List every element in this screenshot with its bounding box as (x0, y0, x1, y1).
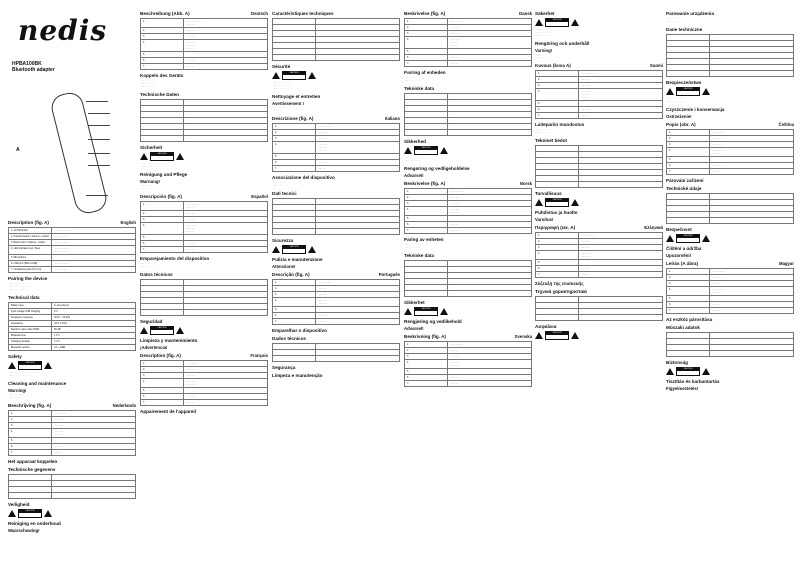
cleaning-heading-fi: Puhdistus ja huolto (535, 210, 578, 215)
warning-heading-en: Warning! (8, 388, 27, 393)
description-table-cs: 1. ················ 2. ··········· 3. ··········· 4. ············· ··········· 5. 6. ··········· 7. ·········· (666, 129, 794, 175)
description-table-fr: 1. ··············· 2. ··········· 3. ··········· 4. ············· ··········· 5. 6. ··········· 7. ·········· (140, 360, 268, 406)
description-table-nl: 1. ··············· 2. ··········· 3. ··········· 4. ············· ··········· 5. 6. ··········· 7. ·········· (8, 410, 136, 456)
column-4: Beskrivelse (fig. A) Dansk 1. ················ 2. ··········· 3. ··········· 4. ············· ··········· ········ 5. 6. ··········· 7. ·········· Parring af enheden – · · · · · · · – · · · · · · · · · Tekniske data · · · · · · · · · · · · · · Sikkerhed CAUTION – · · · · · · · · · · · · – · · · · · · · · · · Rengøring og vedligeholdelse Advarsel! Beskrivelse (fig. A) Norsk 1. ················ 2. ··········· 3. ··········· 4. ············· ··········· 5. 6. ··········· 7. ·········· Paring av enheten – · · · · · · · – · · · · · · · · · Tekniske data · · · · · · · · · · · · Sikkerhet CAUTION Rengjøring og vedlikehold Advarsel! Beskrivning (fig. A) Svenska 1. ················ 2. ··········· 3. ··········· 4. ············· ··········· 5. 6. ··········· 7. ·········· (404, 11, 532, 385)
warning-triangle-icon (440, 308, 448, 315)
warning-triangle-icon (571, 332, 579, 339)
description-table-no: 1. ················ 2. ··········· 3. ··········· 4. ············· ··········· 5. 6. ··········· 7. ·········· (404, 188, 532, 234)
warning-triangle-icon (176, 327, 184, 334)
description-table-el: 1. ················ 2. ··········· 3. ··········· 4. ············· ··········· 5. 6. ··········· 7. ·········· (535, 232, 663, 278)
description-heading-da: Beskrivelse (fig. A) Dansk (404, 11, 532, 16)
description-table-it: 1. ················ 2. ··········· 3. ··········· 4. ············· ··········· ········ 5. 6. ··········· 7. ·········· (272, 123, 400, 172)
tech-heading-cs: Technické údaje (666, 186, 702, 191)
safety-heading-hu: Biztonság (666, 360, 688, 365)
tech-table-es: · · · · · · · · · · · · (140, 279, 268, 316)
description-table-en: 1. On/Off button ······················· 2. Forward button / Volume + button ··················· 3. Back button / Volume - button ··················· 4. LED indicator (red / blue) ····················· ················· 5. Microphone 6. USB port (Micro-USB) ·················· 7. Headphone jack (3.5 mm) ················ (8, 227, 136, 273)
safety-heading-pl: Bezpieczeństwo (666, 80, 702, 85)
warning-triangle-icon (176, 153, 184, 160)
warning-triangle-icon (404, 147, 412, 154)
safety-heading-en: Safety (8, 354, 22, 359)
description-table-de: 1. ·················· ············ 2. ··········· 3. ··········· 4. ············· ··········· ········· 5. 6. ··········· 7. ·········· (140, 18, 268, 70)
warning-triangle-icon (571, 19, 579, 26)
cleaning-heading-en: Cleaning and maintenance (8, 381, 67, 386)
column-5: Säkerhet CAUTION – · · · · · · · · · · · · – · · · · · · · · · · – · · · · · · · · · · · Rengöring och underhåll Varning! – · · · · · · · – · · · · · · Kuvaus (kuva A) Suomi 1. ················ 2. ··········· 3. ··········· 4. ············· ··········· ········ 5. 6. ··········· 7. ·········· Laitepariin muodostus – · · · · · · · – · · · · · · · · · Tekniset tiedot · · · · · · · · · · · · · · Turvallisuus CAUTION Puhdistus ja huolto Varoitus! Περιγραφή (εικ. A) Ελληνικά 1. ················ 2. ··········· 3. ··········· 4. ············· ··········· 5. 6. ··········· 7. ·········· Σύζευξη της συσκευής Τεχνικά χαρακτηριστικά · · · · · · · · Ασφάλεια CAUTION (535, 8, 663, 342)
tech-table-cs: · · · · · · · · · · (666, 193, 794, 224)
cleaning-heading-cs: Čištění a údržba (666, 246, 702, 251)
tech-heading-en: Technical data (8, 295, 40, 300)
warning-triangle-icon (44, 362, 52, 369)
warning-heading-hu: Figyelmeztetés! (666, 386, 699, 391)
pairing-heading-en: Pairing the device (8, 276, 48, 281)
description-heading-es: Descripción (fig. A) Español (140, 194, 268, 199)
tech-heading-it: Dati tecnici (272, 191, 297, 196)
safety-heading-es: Seguridad (140, 319, 163, 324)
warning-triangle-icon (666, 88, 674, 95)
pairing-heading-nl: Het apparaat koppelen (8, 459, 58, 464)
column-1: nedis HPBA100BK Bluetooth adapter A Description (fig. A) English 1. On/Off button ······················· 2. Forward button / Volume + button ··················· 3. Back button / Volume - button ··················· 4. LED indicator (red / blue) ····················· ················· 5. Microphone 6. USB port (Micro-USB) ·················· 7. Headphone jack (3.5 mm) ················ Pairing the device – · · · · · · · · · · · · · – · · · · · · · · · · · · · · · · – · · · · · · · · · · Technical data Battery type Li-ion polymer Input voltage USB charging 5 V Frequency response 20 Hz - 20 kHz Impedance 32 Ω ± 15% Signal to noise ratio (SNR) 80 dB Playback time ± 5 h Charging duration ± 2 h Bluetooth version 4.1 + EDR Safety CAUTION – · · · · · · · · · · · · · · · · · · · · – · · · · · · · · · · · · · · · Cleaning and maintenance Warning! – · · · · · · · · · · – · · · · · · · · Beschrijving (fig. A) Nederlands 1. ··············· 2. ··········· 3. ··········· 4. ············· ··········· 5. 6. ··········· 7. ·········· Het apparaat koppelen Technische gegevens · · · · · · · · Veiligheid CAUTION Reiniging en onderhoud Waarschuwing! (8, 14, 136, 533)
safety-heading-sv: Säkerhet (535, 11, 555, 16)
cleaning-heading-nl: Reiniging en onderhoud (8, 521, 61, 526)
warning-heading-it: Attenzione! (272, 264, 296, 269)
description-table-hu: 1. ················ 2. ··········· 3. ··········· 4. ············· ··········· 5. 6. ··········· 7. ·········· (666, 268, 794, 314)
safety-heading-el: Ασφάλεια (535, 324, 557, 329)
warning-heading-es: ¡Advertencia! (140, 345, 168, 350)
description-heading-no: Beskrivelse (fig. A) Norsk (404, 181, 532, 186)
warning-triangle-icon (140, 327, 148, 334)
tech-table-fr: · · · · · · · · · · · · · · (272, 18, 400, 61)
pairing-heading-de: Koppeln des Geräts (140, 73, 184, 78)
tech-table-en: Battery type Li-ion polymer Input voltage USB charging 5 V Frequency response 20 Hz - 20 kHz Impedance 32 Ω ± 15% Signal to noise ratio (SNR) 80 dB Playback time ± 5 h Charging duration ± 2 h Bluetooth version 4.1 + EDR (8, 302, 136, 351)
pairing-heading-pt: Emparelhar o dispositivo (272, 328, 327, 333)
warning-triangle-icon (702, 88, 710, 95)
tech-heading-nl: Technische gegevens (8, 467, 56, 472)
brand-logo: nedis (18, 14, 108, 47)
warning-heading-fr: Avertissement ! (272, 101, 305, 106)
tech-table-it: · · · · · · · · · · · · (272, 198, 400, 235)
description-heading-sv: Beskrivning (fig. A) Svenska (404, 334, 532, 339)
pairing-heading-da: Parring af enheden (404, 70, 446, 75)
pairing-heading-hu: Az eszköz párosítása (666, 317, 713, 322)
cleaning-heading-no: Rengjøring og vedlikehold (404, 319, 462, 324)
description-heading-fr: Description (fig. A) Français (140, 353, 268, 358)
pairing-heading-cs: Párování zařízení (666, 178, 704, 183)
tech-heading-es: Datos técnicos (140, 272, 173, 277)
cleaning-heading-fr: Nettoyage et entretien (272, 94, 321, 99)
pairing-heading-fi: Laitepariin muodostus (535, 122, 585, 127)
model-number: HPBA100BK (12, 61, 42, 67)
tech-heading-fr: Caractéristiques techniques (272, 11, 334, 16)
pairing-heading-it: Associazione del dispositivo (272, 175, 335, 180)
safety-heading-da: Sikkerhed (404, 139, 426, 144)
column-6: Parowanie urządzenia – · · · · · · · – · · · · · · · · · Dane techniczne · · · · · · · · · · · · · · Bezpieczeństwo CAUTION – · · · · · · · · · · · · – · · · · · · · · · · Czyszczenie i konserwacja Ostrzeżenie! Popis (obr. A) Čeština 1. ················ 2. ··········· 3. ··········· 4. ············· ··········· 5. 6. ··········· 7. ·········· Párování zařízení Technické údaje · · · · · · · · · · Bezpečnost CAUTION Čištění a údržba Upozornění! Leírás (A ábra) Magyar 1. ················ 2. ··········· 3. ··········· 4. ············· ··········· 5. 6. ··········· 7. ·········· Az eszköz párosítása Műszaki adatok · · · · · · · · Biztonság CAUTION Tisztítás és karbantartás Figyelmeztetés! (666, 11, 794, 391)
cleaning-heading-da: Rengøring og vedligeholdelse (404, 166, 470, 171)
tech-table-hu: · · · · · · · · (666, 332, 794, 357)
tech-table-el: · · · · · · · · (535, 296, 663, 321)
safety-heading-nl: Veiligheid (8, 502, 30, 507)
warning-triangle-icon (702, 235, 710, 242)
tech-table-pt: · · · · · · (272, 343, 400, 362)
tech-table-nl: · · · · · · · · (8, 474, 136, 499)
caution-label: CAUTION (8, 361, 136, 370)
warning-triangle-icon (8, 510, 16, 517)
description-heading-el: Περιγραφή (εικ. A) Ελληνικά (535, 225, 663, 230)
warning-triangle-icon (8, 362, 16, 369)
pairing-heading-el: Σύζευξη της συσκευής (535, 281, 584, 286)
tech-heading-hu: Műszaki adatok (666, 325, 700, 330)
tech-table-de: · · · · · · · · · · · · · · (140, 99, 268, 142)
tech-table-da: · · · · · · · · · · · · · · (404, 93, 532, 136)
tech-table-pl: · · · · · · · · · · · · · · (666, 34, 794, 77)
warning-triangle-icon (404, 308, 412, 315)
cleaning-heading-it: Pulizia e manutenzione (272, 257, 323, 262)
cleaning-heading-pl: Czyszczenie i konserwacja (666, 107, 725, 112)
pairing-heading-no: Paring av enheten (404, 237, 444, 242)
tech-table-no: · · · · · · · · · · · · (404, 260, 532, 297)
pairing-heading-fr: Appairement de l'appareil (140, 409, 196, 414)
warning-triangle-icon (666, 235, 674, 242)
safety-heading-de: Sicherheit (140, 145, 163, 150)
warning-heading-nl: Waarschuwing! (8, 528, 40, 533)
warning-heading-de: Warnung! (140, 179, 160, 184)
tech-heading-de: Technische Daten (140, 92, 179, 97)
warning-triangle-icon (272, 72, 280, 79)
warning-triangle-icon (272, 246, 280, 253)
description-heading-nl: Beschrijving (fig. A) Nederlands (8, 403, 136, 408)
product-name: Bluetooth adapter (12, 67, 55, 73)
cleaning-heading-sv: Rengöring och underhåll (535, 41, 590, 46)
warning-triangle-icon (308, 246, 316, 253)
figure-label: A (16, 147, 20, 153)
warning-triangle-icon (440, 147, 448, 154)
tech-heading-fi: Tekniset tiedot (535, 138, 568, 143)
column-2: Beschreibung (Abb. A) Deutsch 1. ·················· ············ 2. ··········· 3. ··········· 4. ············· ··········· ········· 5. 6. ··········· 7. ·········· Koppeln des Geräts – · · · · · · · – · · · · · · · · · · – · · · · · · · · Technische Daten · · · · · · · · · · · · · · Sicherheit CAUTION – · · · · · · · · · · · · · · – · · · · · · · · · · · Reinigung und Pflege Warnung! – · · · · · · · – · · · · · · Descripción (fig. A) Español 1. ················ ········· 2. ··········· 3. ··········· 4. ············· ··········· ········· 5. 6. ··········· 7. ·········· Emparejamiento del dispositivo – · · · · · · · – · · · · · · · · · Datos técnicos · · · · · · · · · · · · Seguridad CAUTION Limpieza y mantenimiento ¡Advertencia! Description (fig. A) Français 1. ··············· 2. ··········· 3. ··········· 4. ············· ··········· 5. 6. ··········· 7. ·········· Appairement de l'appareil (140, 11, 268, 414)
column-3: Caractéristiques techniques · · · · · · · · · · · · · · Sécurité CAUTION – · · · · · · · · · · · · – · · · · · · · · · · – · · · · · · · · · · · · Nettoyage et entretien Avertissement ! – · · · · · · · – · · · · · · Descrizione (fig. A) Italiano 1. ················ 2. ··········· 3. ··········· 4. ············· ··········· ········ 5. 6. ··········· 7. ·········· Associazione del dispositivo – · · · · · · · – · · · · · · · · · Dati tecnici · · · · · · · · · · · · Sicurezza CAUTION Pulizia e manutenzione Attenzione! Descrição (fig. A) Português 1. ················ 2. ··········· 3. ··········· 4. ············· ··········· 5. 6. ··········· 7. ·········· Emparelhar o dispositivo Dados técnicos · · · · · · Segurança Limpeza e manutenção (272, 11, 400, 378)
warning-heading-da: Advarsel! (404, 173, 424, 178)
cleaning-heading-es: Limpieza y mantenimiento (140, 338, 198, 343)
warning-triangle-icon (535, 332, 543, 339)
description-table-fi: 1. ················ 2. ··········· 3. ··········· 4. ············· ··········· ········ 5. 6. ··········· 7. ·········· (535, 70, 663, 119)
safety-heading-cs: Bezpečnost (666, 227, 692, 232)
description-heading-fi: Kuvaus (kuva A) Suomi (535, 63, 663, 68)
warning-triangle-icon (535, 199, 543, 206)
description-heading-en: Description (fig. A) English (8, 220, 136, 225)
description-heading-hu: Leírás (A ábra) Magyar (666, 261, 794, 266)
safety-heading-fr: Sécurité (272, 64, 291, 69)
description-table-es: 1. ················ ········· 2. ··········· 3. ··········· 4. ············· ··········· ········· 5. 6. ··········· 7. ·········· (140, 201, 268, 253)
tech-heading-no: Tekniske data (404, 253, 435, 258)
tech-heading-da: Tekniske data (404, 86, 435, 91)
cleaning-heading-de: Reinigung und Pflege (140, 172, 188, 177)
warning-heading-sv: Varning! (535, 48, 553, 53)
description-heading-it: Descrizione (fig. A) Italiano (272, 116, 400, 121)
tech-heading-el: Τεχνικά χαρακτηριστικά (535, 289, 587, 294)
warning-triangle-icon (44, 510, 52, 517)
description-heading-de: Beschreibung (Abb. A) Deutsch (140, 11, 268, 16)
safety-heading-no: Sikkerhet (404, 300, 425, 305)
description-table-pt: 1. ················ 2. ··········· 3. ··········· 4. ············· ··········· 5. 6. ··········· 7. ·········· (272, 279, 400, 325)
safety-heading-it: Sicurezza (272, 238, 294, 243)
warning-triangle-icon (535, 19, 543, 26)
warning-heading-cs: Upozornění! (666, 253, 692, 258)
warning-heading-fi: Varoitus! (535, 217, 554, 222)
warning-heading-no: Advarsel! (404, 326, 424, 331)
warning-triangle-icon (571, 199, 579, 206)
warning-triangle-icon (666, 368, 674, 375)
warning-triangle-icon (308, 72, 316, 79)
cleaning-heading-hu: Tisztítás és karbantartás (666, 379, 720, 384)
safety-heading-pt: Segurança (272, 365, 296, 370)
safety-heading-fi: Turvallisuus (535, 191, 562, 196)
tech-heading-pt: Dados técnicos (272, 336, 306, 341)
description-table-da: 1. ················ 2. ··········· 3. ··········· 4. ············· ··········· ········ 5. 6. ··········· 7. ·········· (404, 18, 532, 67)
tech-table-fi: · · · · · · · · · · · · · · (535, 145, 663, 188)
description-heading-pt: Descrição (fig. A) Português (272, 272, 400, 277)
warning-triangle-icon (140, 153, 148, 160)
description-heading-cs: Popis (obr. A) Čeština (666, 122, 794, 127)
warning-heading-pl: Ostrzeżenie! (666, 114, 692, 119)
pairing-heading-pl: Parowanie urządzenia (666, 11, 714, 16)
cleaning-heading-pt: Limpeza e manutenção (272, 373, 323, 378)
pairing-heading-es: Emparejamiento del dispositivo (140, 256, 210, 261)
device-figure (8, 77, 136, 217)
tech-heading-pl: Dane techniczne (666, 27, 703, 32)
description-table-sv: 1. ················ 2. ··········· 3. ··········· 4. ············· ··········· 5. 6. ··········· 7. ·········· (404, 341, 532, 387)
warning-triangle-icon (702, 368, 710, 375)
